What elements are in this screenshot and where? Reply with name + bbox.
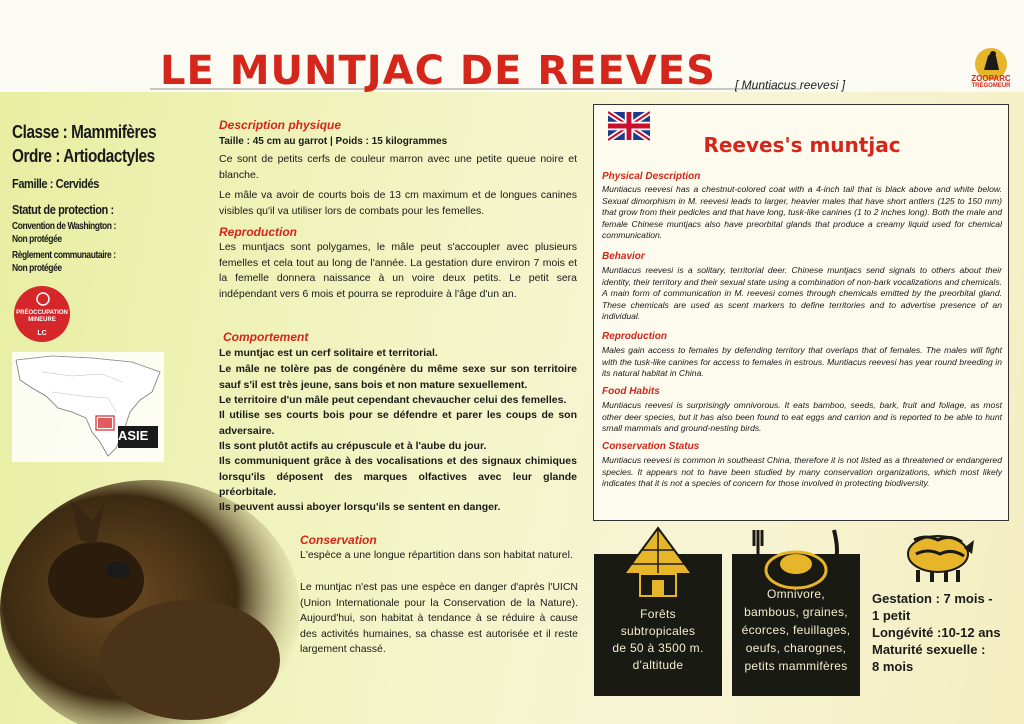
english-panel bbox=[593, 104, 1009, 521]
description-p2: Le mâle va avoir de courts bois de 13 cm maximum et de longues canines visibles qu'il va utiliser lors de combats pour les femelles. bbox=[219, 189, 577, 217]
tapir-icon bbox=[898, 520, 978, 586]
washington-value: Non protégée bbox=[12, 234, 62, 245]
comportement-p4: Il utilise ses courts bois pour se défendre et parer les coups de son adversaire. bbox=[219, 409, 577, 437]
behavior-text: Muntiacus reevesi is a solitary, territorial deer. Chinese muntjacs send signals to others about their identity, their territory and their sexual state using a combination of non-bark vocalizations and chemicals. A main form of communication in M. reevesi comes through chemicals emitted by the preorbital gland. These chemicals are used as scent markers to define territories and to advertise presence of an individual. bbox=[602, 265, 1002, 322]
page-title: LE MUNTJAC DE REEVES bbox=[160, 48, 716, 94]
behavior-heading: Behavior bbox=[602, 251, 645, 262]
comportement-p2: Le mâle ne tolère pas de congénère du même sexe sur son territoire sauf s'il est très jeune, sans bois et non mature sexuellement. bbox=[219, 363, 577, 391]
conservation-heading: Conservation bbox=[300, 533, 377, 547]
comportement-p3: Le territoire d'un mâle peut cependant chevaucher celui des femelles. bbox=[219, 394, 567, 406]
diet-line-2: bambous, graines, bbox=[744, 605, 848, 619]
description-p1: Ce sont de petits cerfs de couleur marron avec une petite queue noire et blanche. bbox=[219, 153, 577, 181]
diet-line-1: Omnivore, bbox=[766, 587, 826, 601]
en-conservation-text: Muntiacus reevesi is common in southeast China, therefore it is not listed as a threatened or endangered species. It appears not to have been studied by many conservation organizations, which most likely indicates that it is not a species of concern for those involved in protecting biodiversity. bbox=[602, 455, 1002, 489]
food-heading: Food Habits bbox=[602, 386, 660, 397]
en-reproduction-text: Males gain access to females by defending territory that overlaps that of females. The males will fight with the tusk-like canines for access to females in estrous. Muntiacus reevesi has year round breeding in its natural habitat in China. bbox=[602, 345, 1002, 379]
habitat-line-4: d'altitude bbox=[632, 658, 684, 672]
diet-box bbox=[732, 554, 860, 696]
famille: Famille : Cervidés bbox=[12, 176, 99, 191]
statut-title: Statut de protection : bbox=[12, 202, 114, 217]
food-text: Muntiacus reevesi is surprisingly omnivorous. It eats bamboo, seeds, bark, fruit and foliage, as most other deer species, but it has also been found to eat eggs and carrion and is reported to be able to hunt small mammals and ground-nesting birds. bbox=[602, 400, 1002, 434]
habitat-line-2: subtropicales bbox=[620, 624, 696, 638]
stats-line-2: 1 petit bbox=[872, 608, 911, 623]
description-heading: Description physique bbox=[219, 118, 342, 132]
comportement-p1: Le muntjac est un cerf solitaire et territorial. bbox=[219, 347, 438, 359]
map-label: ASIE bbox=[118, 428, 149, 443]
reproduction-p1: Les muntjacs sont polygames, le mâle peut s'accoupler avec plusieurs femelles et cela tout au long de l'année. La gestation dure environ 7 mois et la femelle donnera naissance à un voire deux petits. Le petit sera indépendant vers 6 mois et pourra se reproduire à l'âge d'un an. bbox=[219, 241, 577, 300]
comportement-heading: Comportement bbox=[223, 330, 309, 344]
iucn-status-code: LC bbox=[37, 330, 47, 337]
conservation-p1: L'espèce a une longue répartition dans son habitat naturel. bbox=[300, 549, 573, 561]
reproduction-heading: Reproduction bbox=[219, 225, 297, 239]
habitat-line-1: Forêts bbox=[640, 607, 676, 621]
habitat-box bbox=[594, 554, 722, 696]
stats-line-3: Longévité :10-12 ans bbox=[872, 625, 1001, 640]
diet-line-5: petits mammifères bbox=[744, 659, 848, 673]
reglement-label: Règlement communautaire : bbox=[12, 250, 116, 261]
iucn-status-badge bbox=[14, 286, 70, 342]
stats-line-5: 8 mois bbox=[872, 659, 914, 674]
comportement-p6: Ils communiquent grâce à des vocalisations et des signaux chimiques lorsqu'ils déposent des marques olfactives avec leur glande préorbitale. bbox=[219, 455, 577, 498]
asia-map-icon bbox=[12, 352, 164, 462]
physical-text: Muntiacus reevesi has a chestnut-colored coat with a 4-inch tail that is black above and white below. Sexual dimorphism in M. reevesi leads to larger, heavier males that have short antlers (125 to 150 mm) that grow from their pedicles and that have long, tusk-like canines (1 to 2 inches long). Both the male and female Chinese muntjacs also have preorbital glands that produce a creamy liquid used for chemical communication. bbox=[602, 184, 1002, 241]
hut-icon bbox=[618, 524, 698, 604]
scientific-name: [ Muntiacus reevesi ] bbox=[735, 78, 846, 92]
comportement-p7: Ils peuvent aussi aboyer lorsqu'ils se sentent en danger. bbox=[219, 501, 501, 513]
size-weight: Taille : 45 cm au garrot | Poids : 15 kilogrammes bbox=[219, 136, 448, 147]
conservation-p2: Le muntjac n'est pas une espèce en danger d'après l'UICN (Union Internationale pour la Conservation de la Nature). Aujourd'hui, son habitat à tendance à se réduire à cause des activités humaines, sa chasse est autorisée et il reste largement chassé. bbox=[300, 581, 578, 655]
stats-text bbox=[872, 590, 1001, 675]
en-conservation-heading: Conservation Status bbox=[602, 441, 700, 452]
en-reproduction-heading: Reproduction bbox=[602, 331, 667, 342]
iucn-logo-icon bbox=[36, 292, 50, 306]
habitat-line-3: de 50 à 3500 m. bbox=[612, 641, 704, 655]
iucn-status-text: PRÉOCCUPATION MINEURE bbox=[16, 310, 68, 323]
stats-line-4: Maturité sexuelle : bbox=[872, 642, 986, 657]
logo-subtitle: TRÉGOMEUR bbox=[971, 83, 1011, 89]
classe: Classe : Mammifères bbox=[12, 122, 157, 142]
diet-line-4: oeufs, charognes, bbox=[745, 641, 847, 655]
english-title: Reeves's muntjac bbox=[703, 133, 901, 157]
physical-heading: Physical Description bbox=[602, 171, 701, 182]
logo-name: ZOOPARC bbox=[971, 74, 1011, 83]
comportement-p5: Ils sont plutôt actifs au crépuscule et à l'aube du jour. bbox=[219, 440, 487, 452]
diet-line-3: écorces, feuillages, bbox=[741, 623, 851, 637]
stats-line-1: Gestation : 7 mois - bbox=[872, 591, 993, 606]
reglement-value: Non protégée bbox=[12, 263, 62, 274]
washington-label: Convention de Washington : bbox=[12, 221, 116, 232]
ordre: Ordre : Artiodactyles bbox=[12, 146, 155, 166]
